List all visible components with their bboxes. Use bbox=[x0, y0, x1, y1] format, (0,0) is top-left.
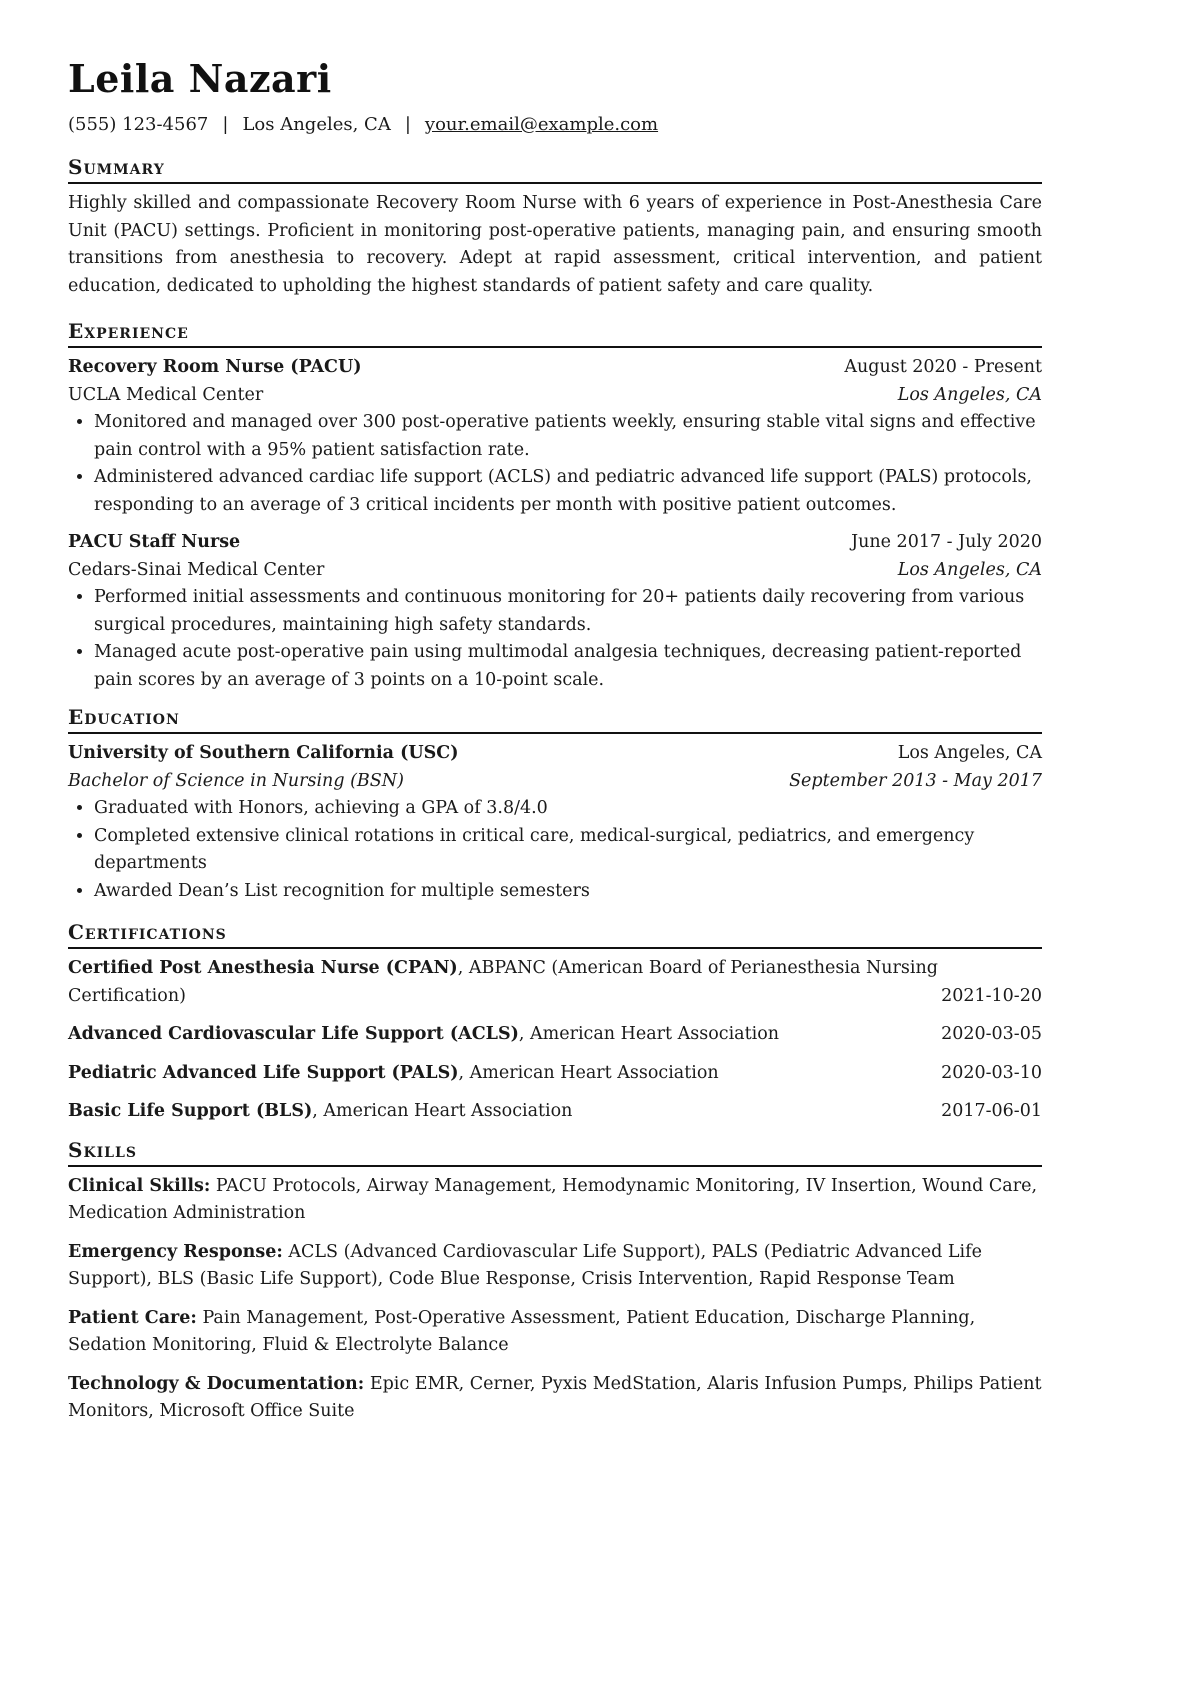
job-employer: Cedars-Sinai Medical Center bbox=[68, 559, 325, 580]
separator: | bbox=[222, 114, 229, 135]
resume-page bbox=[68, 56, 1042, 1437]
list-item: • Completed extensive clinical rotations in critical care, medical-surgical, pediatrics, and emergency departments bbox=[94, 823, 1042, 878]
certification-item bbox=[68, 1021, 1042, 1049]
section-title: Education bbox=[68, 704, 1042, 734]
cert-date: 2020-03-05 bbox=[941, 1024, 1042, 1044]
cert-date: 2020-03-10 bbox=[941, 1062, 1042, 1083]
certification-item bbox=[68, 1060, 1042, 1088]
job-dates: June 2017 - July 2020 bbox=[851, 532, 1042, 552]
skill-item bbox=[68, 1173, 1042, 1228]
summary-section bbox=[68, 154, 1042, 300]
job-entry bbox=[68, 354, 1042, 519]
section-title: Skills bbox=[68, 1137, 1042, 1167]
list-item: • Graduated with Honors, achieving a GPA of 3.8/4.0 bbox=[94, 795, 1042, 823]
job-location: Los Angeles, CA bbox=[897, 559, 1042, 580]
cert-name: Certified Post Anesthesia Nurse (CPAN) bbox=[68, 958, 458, 978]
skill-label: Patient Care: bbox=[68, 1307, 197, 1328]
education-dates: September 2013 - May 2017 bbox=[789, 770, 1042, 791]
location: Los Angeles, CA bbox=[242, 114, 391, 135]
section-title: Summary bbox=[68, 154, 1042, 184]
skill-value: Pain Management, Post-Operative Assessment, Patient Education, Discharge Planning, Sedation Monitoring, Fluid & Electrolyte Balance bbox=[68, 1307, 976, 1355]
job-location: Los Angeles, CA bbox=[897, 384, 1042, 405]
skill-item bbox=[68, 1371, 1042, 1426]
skills-section bbox=[68, 1137, 1042, 1426]
school-location: Los Angeles, CA bbox=[897, 743, 1042, 763]
contact-line bbox=[68, 112, 1042, 138]
cert-issuer: , ABPANC (American Board of Perianesthesia Nursing Certification) bbox=[68, 958, 938, 1006]
skill-value: ACLS (Advanced Cardiovascular Life Support), PALS (Pediatric Advanced Life Support), BLS (Basic Life Support), Code Blue Response, Crisis Intervention, Rapid Response Team bbox=[68, 1241, 982, 1289]
skill-value: PACU Protocols, Airway Management, Hemodynamic Monitoring, IV Insertion, Wound Care, Medication Administration bbox=[68, 1175, 1038, 1223]
job-dates: August 2020 - Present bbox=[844, 357, 1042, 377]
list-item: • Awarded Dean’s List recognition for multiple semesters bbox=[94, 878, 1042, 906]
section-title: Experience bbox=[68, 318, 1042, 348]
section-title: Certifications bbox=[68, 919, 1042, 949]
list-item: • Monitored and managed over 300 post-operative patients weekly, ensuring stable vital signs and effective pain control with a 95% patient satisfaction rate. bbox=[94, 409, 1042, 464]
phone: (555) 123-4567 bbox=[68, 114, 209, 135]
cert-date: 2017-06-01 bbox=[941, 1101, 1042, 1121]
job-role: PACU Staff Nurse bbox=[68, 532, 241, 552]
list-item: • Managed acute post-operative pain using multimodal analgesia techniques, decreasing patient-reported pain scores by an average of 3 points on a 10-point scale. bbox=[94, 639, 1042, 694]
candidate-name: Leila Nazari bbox=[68, 56, 332, 101]
job-entry bbox=[68, 529, 1042, 694]
cert-date: 2021-10-20 bbox=[941, 985, 1042, 1006]
summary-text: Highly skilled and compassionate Recovery Room Nurse with 6 years of experience in Post-Anesthesia Care Unit (PACU) settings. Proficient in monitoring post-operative patients, managing pain, and ensuring smooth transitions from anesthesia to recovery. Adept at rapid assessment, critical intervention, and patient education, dedicated to upholding the highest standards of patient safety and care quality. bbox=[68, 193, 1042, 296]
list-item: • Administered advanced cardiac life support (ACLS) and pediatric advanced life support (PALS) protocols, responding to an average of 3 critical incidents per month with positive patient outcomes. bbox=[94, 464, 1042, 519]
certification-item bbox=[68, 1098, 1042, 1126]
job-employer: UCLA Medical Center bbox=[68, 384, 264, 405]
certification-item bbox=[68, 955, 1042, 1010]
separator: | bbox=[404, 114, 411, 135]
skill-label: Technology & Documentation: bbox=[68, 1373, 365, 1394]
cert-issuer: , American Heart Association bbox=[458, 1062, 719, 1083]
cert-name: Pediatric Advanced Life Support (PALS) bbox=[68, 1062, 459, 1083]
cert-issuer: , American Heart Association bbox=[518, 1024, 780, 1044]
school-name: University of Southern California (USC) bbox=[68, 743, 459, 763]
job-role: Recovery Room Nurse (PACU) bbox=[68, 357, 362, 377]
education-section bbox=[68, 704, 1042, 905]
list-item: • Performed initial assessments and continuous monitoring for 20+ patients daily recovering from various surgical procedures, maintaining high safety standards. bbox=[94, 584, 1042, 639]
experience-section bbox=[68, 318, 1042, 694]
skill-item bbox=[68, 1305, 1042, 1360]
cert-issuer: , American Heart Association bbox=[312, 1101, 573, 1121]
skill-value: Epic EMR, Cerner, Pyxis MedStation, Alaris Infusion Pumps, Philips Patient Monitors, Microsoft Office Suite bbox=[68, 1373, 1042, 1421]
cert-name: Basic Life Support (BLS) bbox=[68, 1101, 313, 1121]
skill-item bbox=[68, 1239, 1042, 1294]
skill-label: Clinical Skills: bbox=[68, 1175, 211, 1196]
degree: Bachelor of Science in Nursing (BSN) bbox=[68, 770, 404, 791]
email-link[interactable]: your.email@example.com bbox=[424, 114, 659, 135]
certifications-section bbox=[68, 919, 1042, 1126]
cert-name: Advanced Cardiovascular Life Support (ACLS) bbox=[68, 1024, 519, 1044]
skill-label: Emergency Response: bbox=[68, 1241, 283, 1262]
